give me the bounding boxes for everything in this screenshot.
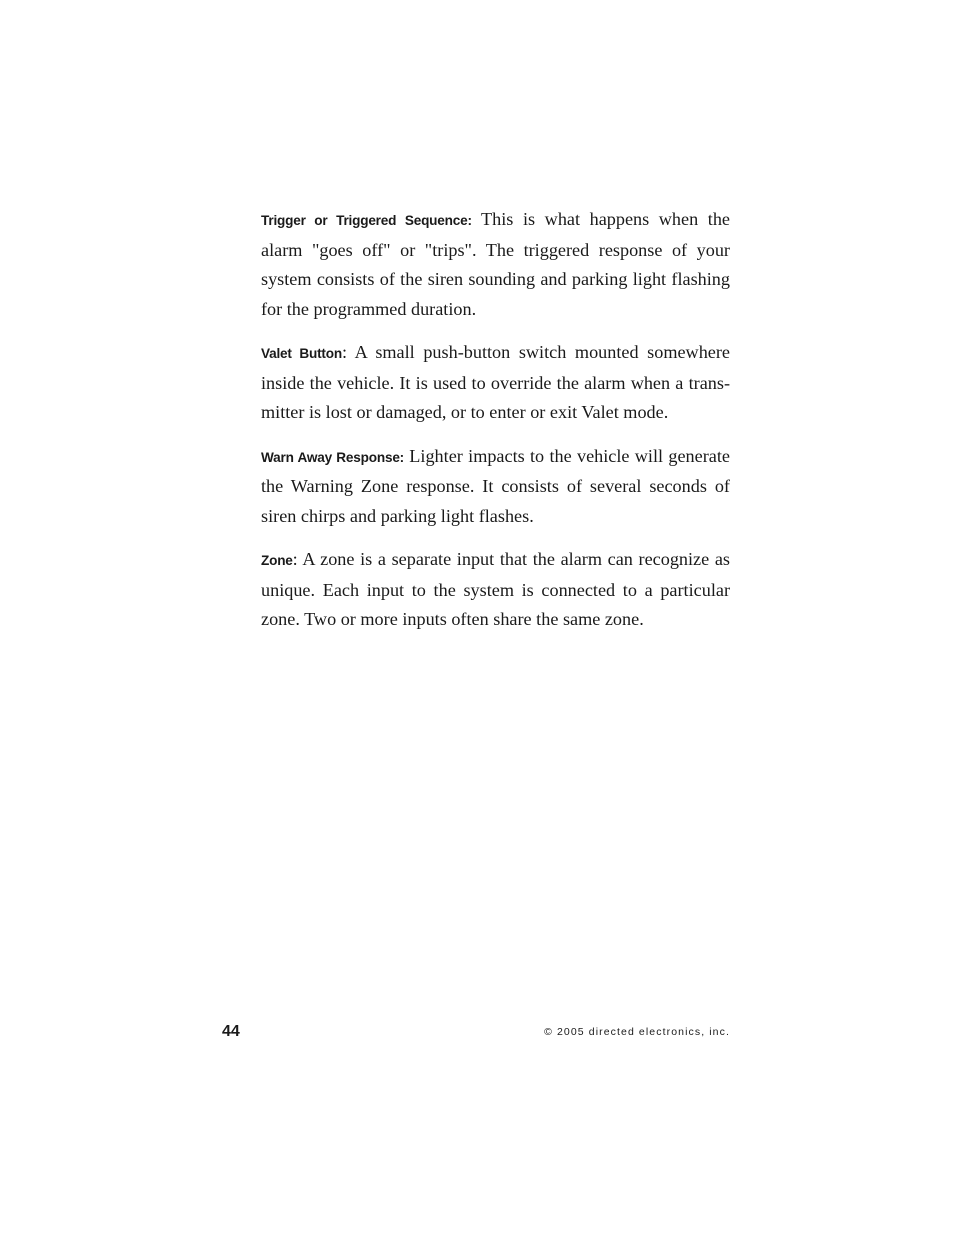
glossary-entry-trigger	[261, 205, 730, 324]
glossary-entry-valet-button	[261, 338, 730, 428]
glossary-definition: : A small push-button switch mounted somewhere inside the vehicle. It is used to override the alarm when a transmitter is lost or damaged, or to enter or exit Valet mode.	[261, 342, 730, 422]
page-number: 44	[222, 1023, 240, 1040]
glossary-definition: : A zone is a separate input that the alarm can recognize as unique. Each input to the system is connected to a particular zone. Two or more inputs often share the same zone.	[261, 549, 730, 629]
glossary-term: Warn Away Response:	[261, 449, 404, 465]
glossary-entry-zone	[261, 545, 730, 635]
glossary-term: Zone	[261, 553, 293, 568]
glossary-term: Valet Button	[261, 346, 342, 361]
glossary-definition: Lighter impacts to the vehicle will generate the Warning Zone response. It consists of several seconds of siren chirps and parking light flashes.	[261, 445, 730, 526]
copyright-notice: © 2005 directed electronics, inc.	[544, 1026, 730, 1038]
glossary-content	[261, 205, 730, 649]
glossary-term: Trigger or Triggered Sequence:	[261, 213, 472, 228]
glossary-entry-warn-away	[261, 442, 730, 532]
glossary-definition: This is what happens when the alarm "goes off" or "trips". The triggered response of your system consists of the siren sounding and parking light flashing for the programmed duration.	[261, 209, 730, 319]
